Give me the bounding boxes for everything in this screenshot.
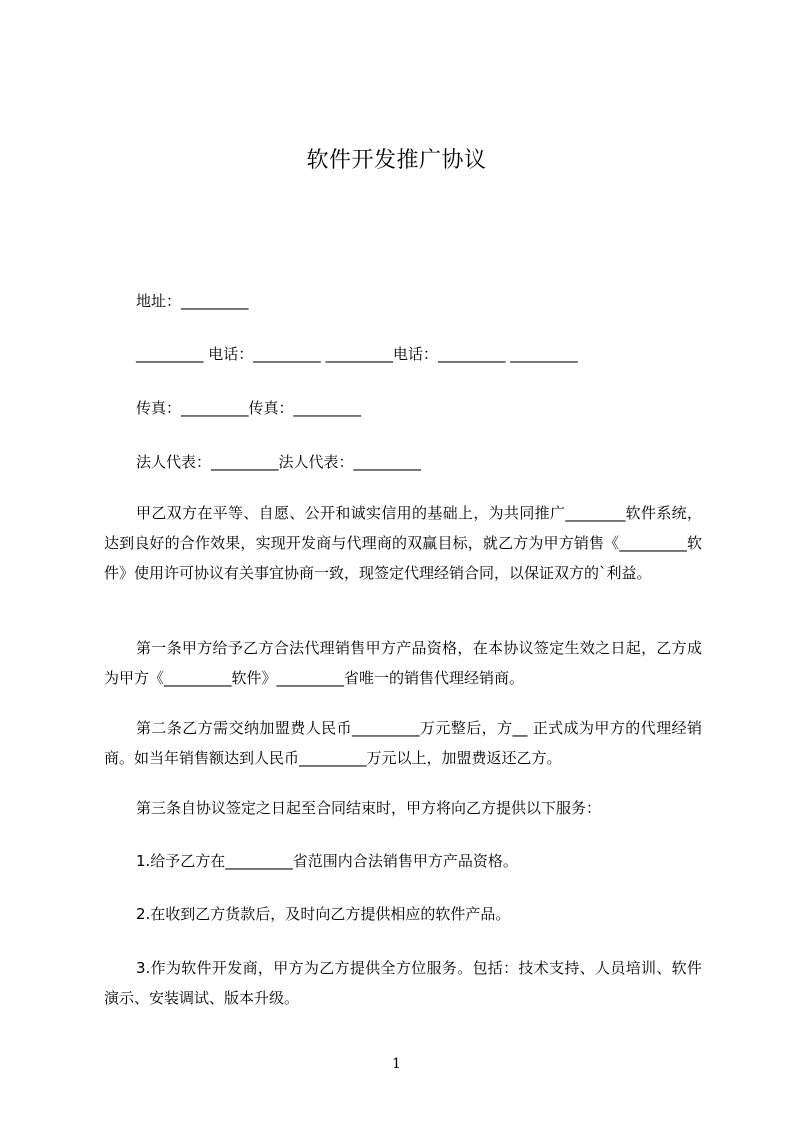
phone-field: _________ 电话：_________ _________电话：_________ _________ — [136, 345, 578, 363]
address-field: 地址：_________ — [136, 292, 249, 310]
legal-representative-field: 法人代表：_________法人代表：_________ — [136, 453, 422, 471]
service-item-3: 3.作为软件开发商，甲方为乙方提供全方位服务。包括：技术支持、人员培训、软件演示、安装调试、版本升级。 — [104, 959, 702, 1007]
document-title: 软件开发推广协议 — [306, 148, 487, 173]
fax-field: 传真：_________传真：_________ — [136, 399, 362, 417]
service-item-2: 2.在收到乙方货款后，及时向乙方提供相应的软件产品。 — [136, 905, 511, 923]
page-number: 1 — [392, 1056, 401, 1072]
article-3-paragraph: 第三条自协议签定之日起至合同结束时，甲方将向乙方提供以下服务： — [136, 799, 602, 817]
article-2-paragraph: 第二条乙方需交纳加盟费人民币_________万元整后，方__ 正式成为甲方的代理经销商。如当年销售额达到人民币_________万元以上，加盟费返还乙方。 — [104, 719, 702, 767]
article-1-paragraph: 第一条甲方给予乙方合法代理销售甲方产品资格，在本协议签定生效之日起，乙方成为甲方《_________软件》_________省唯一的销售代理经销商。 — [104, 639, 702, 687]
intro-paragraph: 甲乙双方在平等、自愿、公开和诚实信用的基础上，为共同推广________软件系统，达到良好的合作效果，实现开发商与代理商的双赢目标，就乙方为甲方销售《_________软件》使用许可协议有关事宜协商一致，现签定代理经销合同，以保证双方的`利益。 — [104, 504, 702, 582]
service-item-1: 1.给予乙方在_________省范围内合法销售甲方产品资格。 — [136, 852, 518, 870]
